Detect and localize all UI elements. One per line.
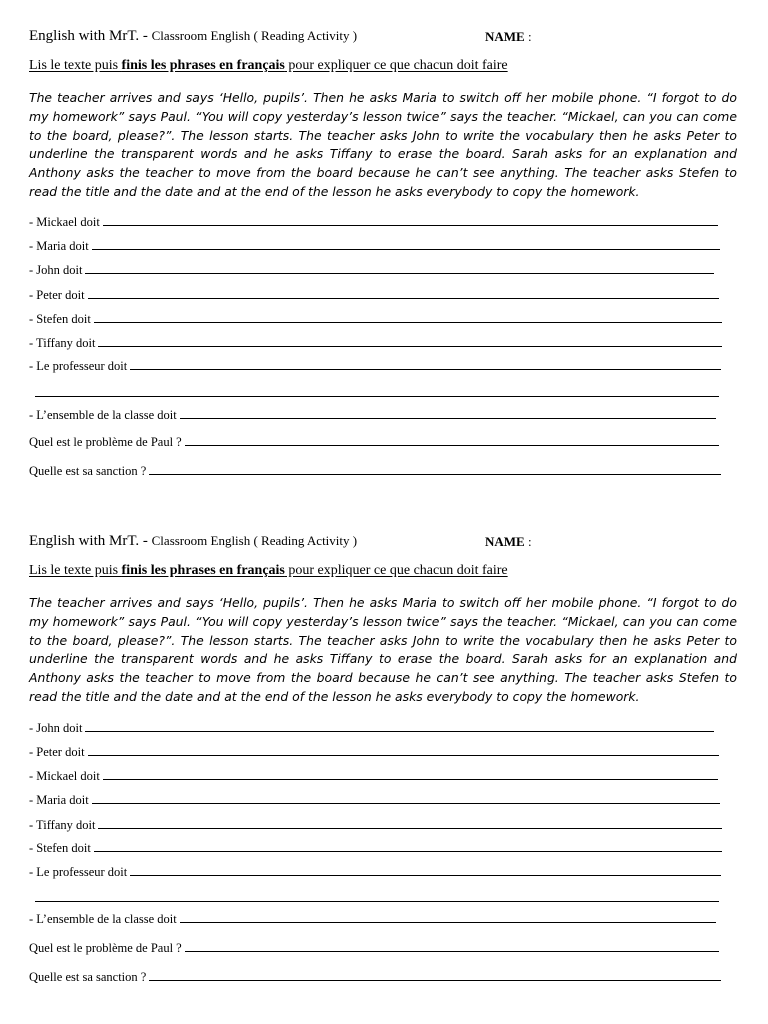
answer-label: - John doit [29, 263, 83, 277]
answer-rule[interactable] [88, 298, 719, 299]
answer-label: - Tiffany doit [29, 336, 96, 350]
name-label: NAME : [485, 29, 532, 44]
answer-rule[interactable] [149, 474, 721, 475]
answer-label: - Maria doit [29, 793, 89, 807]
answer-line[interactable] [29, 461, 721, 479]
answer-line[interactable] [29, 909, 716, 927]
activity-title: Classroom English ( Reading Activity ) [151, 533, 358, 548]
answer-line[interactable] [29, 432, 719, 450]
answer-rule[interactable] [98, 346, 722, 347]
answer-label: - Stefen doit [29, 841, 91, 855]
answer-rule[interactable] [85, 731, 714, 732]
reading-passage: The teacher arrives and says ‘Hello, pupils’. Then he asks Maria to switch off her mobile phone. “I forgot to do my homework” says Paul. “You will copy yesterday’s lesson twice” says the teacher. “Mickael, can you can come to the board, please?”. The lesson starts. The teacher asks John to write the vocabulary then he asks Peter to underline the transparent words and he asks Tiffany to erase the board. Sarah asks for an explanation and Anthony asks the teacher to move from the board because he can’t see anything. The teacher asks Stefen to read the title and the date and at the end of the lesson he asks everybody to copy the homework. [29, 595, 737, 704]
answer-label: - Peter doit [29, 288, 85, 302]
answer-line[interactable] [29, 742, 719, 760]
answer-rule[interactable] [180, 418, 716, 419]
answer-rule[interactable] [130, 875, 721, 876]
answer-line[interactable] [29, 938, 719, 956]
answer-label: - Mickael doit [29, 769, 100, 783]
answer-label: - L’ensemble de la classe doit [29, 408, 177, 422]
answer-line[interactable] [29, 212, 718, 230]
answer-line[interactable] [29, 790, 720, 808]
answer-rule[interactable] [130, 369, 721, 370]
name-label: NAME : [485, 534, 532, 549]
answer-rule[interactable] [103, 225, 718, 226]
answer-label: - Le professeur doit [29, 359, 128, 373]
answer-rule[interactable] [92, 249, 720, 250]
worksheet-1 [0, 0, 768, 505]
answer-rule[interactable] [98, 828, 722, 829]
worksheet-header [29, 533, 749, 553]
answer-rule[interactable] [185, 951, 719, 952]
answer-line[interactable] [29, 405, 716, 423]
answer-rule[interactable] [94, 851, 722, 852]
answer-line[interactable] [29, 967, 721, 985]
answer-line[interactable] [29, 285, 719, 303]
answer-line[interactable] [29, 838, 722, 856]
course-title: English with MrT. - Classroom English ( Reading Activity ) [29, 533, 358, 549]
answer-rule[interactable] [185, 445, 719, 446]
answer-label: - Mickael doit [29, 215, 100, 229]
answer-label: - John doit [29, 721, 83, 735]
answer-line[interactable] [29, 333, 722, 351]
reading-passage: The teacher arrives and says ‘Hello, pupils’. Then he asks Maria to switch off her mobile phone. “I forgot to do my homework” says Paul. “You will copy yesterday’s lesson twice” says the teacher. “Mickael, can you can come to the board, please?”. The lesson starts. The teacher asks John to write the vocabulary then he asks Peter to underline the transparent words and he asks Tiffany to erase the board. Sarah asks for an explanation and Anthony asks the teacher to move from the board because he can’t see anything. The teacher asks Stefen to read the title and the date and at the end of the lesson he asks everybody to copy the homework. [29, 90, 737, 199]
answer-label: - Stefen doit [29, 312, 91, 326]
answer-line[interactable] [29, 766, 718, 784]
answer-line[interactable] [29, 718, 714, 736]
answer-label: Quel est le problème de Paul ? [29, 941, 182, 955]
answer-label: Quelle est sa sanction ? [29, 970, 147, 984]
answer-rule[interactable] [103, 779, 718, 780]
answer-label: - Tiffany doit [29, 818, 96, 832]
answer-line[interactable] [29, 260, 714, 278]
instruction: Lis le texte puis finis les phrases en français pour expliquer ce que chacun doit faire [29, 563, 508, 578]
answer-line[interactable] [29, 862, 721, 880]
answer-rule[interactable] [149, 980, 721, 981]
answer-label: Quelle est sa sanction ? [29, 464, 147, 478]
instruction: Lis le texte puis finis les phrases en français pour expliquer ce que chacun doit faire [29, 58, 508, 73]
answer-rule[interactable] [88, 755, 719, 756]
answer-rule[interactable] [180, 922, 716, 923]
answer-line[interactable] [29, 236, 720, 254]
answer-label: - Maria doit [29, 239, 89, 253]
answer-rule[interactable] [94, 322, 722, 323]
answer-rule[interactable] [85, 273, 714, 274]
answer-line[interactable] [29, 309, 722, 327]
answer-label: - Peter doit [29, 745, 85, 759]
answer-label: - L’ensemble de la classe doit [29, 912, 177, 926]
answer-line[interactable] [29, 356, 721, 374]
answer-label: - Le professeur doit [29, 865, 128, 879]
worksheet-2 [0, 505, 768, 1010]
answer-continuation-line[interactable] [35, 901, 719, 902]
answer-label: Quel est le problème de Paul ? [29, 435, 182, 449]
course-title: English with MrT. - Classroom English ( Reading Activity ) [29, 28, 358, 44]
worksheet-header [29, 28, 749, 48]
answer-rule[interactable] [92, 803, 720, 804]
answer-continuation-line[interactable] [35, 396, 719, 397]
activity-title: Classroom English ( Reading Activity ) [151, 28, 358, 43]
answer-line[interactable] [29, 815, 722, 833]
